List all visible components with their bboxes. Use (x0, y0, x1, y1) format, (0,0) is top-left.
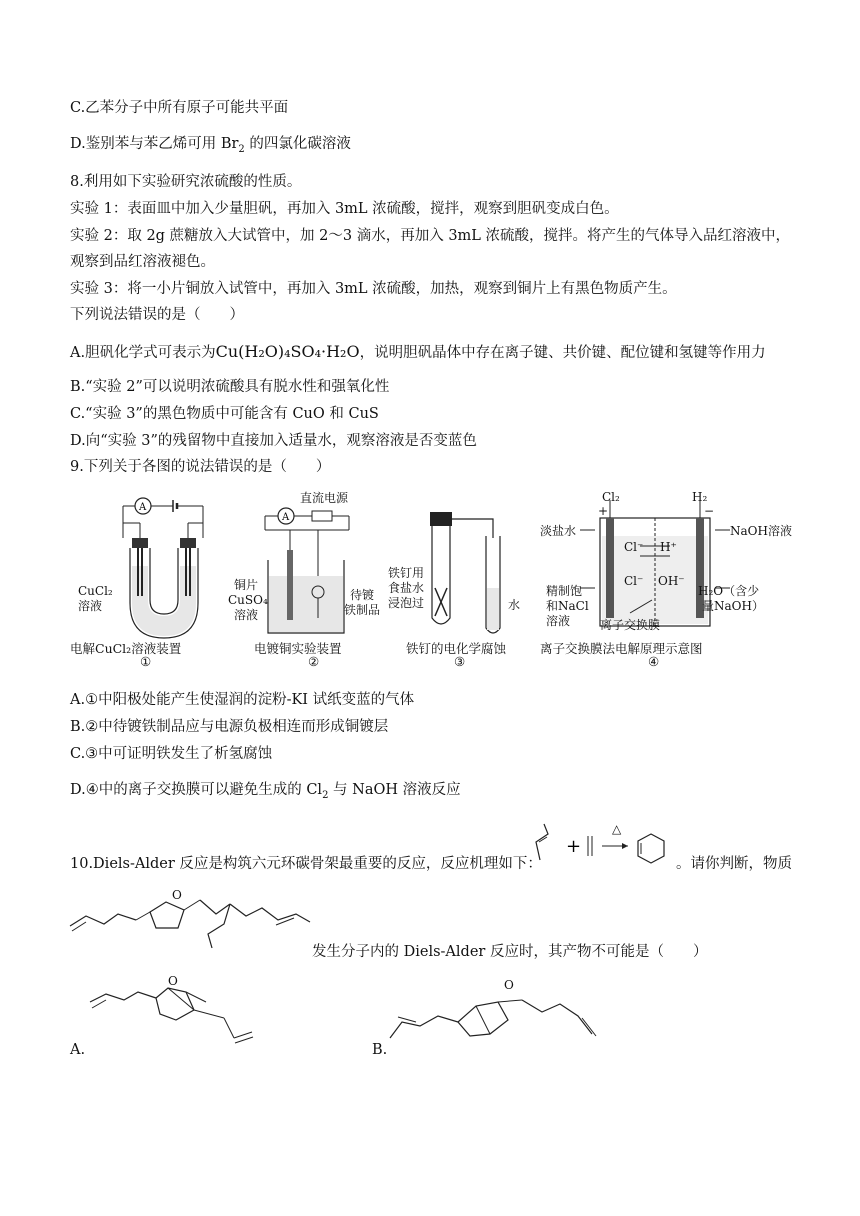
q9-option-d: D.④中的离子交换膜可以避免生成的 $Cl_2$ 与 NaOH 溶液反应 (70, 782, 461, 801)
q10-option-a-label: A. (70, 1042, 86, 1058)
figure-electroplating (228, 488, 392, 669)
label-solution: 溶液 (78, 599, 103, 613)
label-membrane: 离子交换膜 (600, 618, 661, 632)
q9-option-a: A.①中阳极处能产生使湿润的淀粉-KI 试纸变蓝的气体 (70, 692, 415, 708)
svg-text:+: + (566, 836, 582, 857)
q8-exp2a: 实验 2：取 2g 蔗糖放入大试管中，加 2～3 滴水，再加入 3mL 浓硫酸，搅拌。将产生的气体导入品红溶液中， (70, 228, 791, 244)
q8-option-a: A.胆矾化学式可表示为Cu(H₂O)₄SO₄·H₂O，说明胆矾晶体中存在离子键、共价键、配位键和氢键等作用力 (70, 342, 766, 361)
label-dilute-brine: 淡盐水 (540, 524, 577, 538)
label-solution: 溶液 (234, 608, 259, 622)
label-naoh-solution: NaOH溶液 (730, 524, 792, 538)
label-copper-sheet: 铜片 (234, 578, 259, 592)
label-saturated-1: 精制饱 (546, 584, 583, 598)
ion-oh: OH⁻ (658, 574, 685, 588)
figure-ion-exchange (540, 488, 790, 668)
q10-stem: 10.Diels-Alder 反应是构筑六元环碳骨架最重要的反应，反应机理如下： (70, 856, 542, 872)
label-cathode-sign: − (704, 504, 715, 518)
label-to-plate: 待镀 (350, 588, 375, 602)
figure-number-3: ③ (454, 654, 466, 669)
label-cucl2: CuCl₂ (78, 584, 113, 598)
caption-fig2: 电镀铜实验装置 (254, 641, 342, 656)
q9-option-b: B.②中待镀铁制品应与电源负极相连而形成铜镀层 (70, 719, 389, 735)
ion-cl-bottom: Cl⁻ (624, 574, 644, 588)
label-dc-power: 直流电源 (300, 491, 349, 505)
q10-stem-2: 发生分子内的 Diels-Alder 反应时，其产物不可能是（ ） (312, 944, 708, 960)
label-heat: △ (612, 822, 622, 836)
figure-number-4: ④ (648, 654, 660, 669)
q8-exp3: 实验 3：将一小片铜放入试管中，再加入 3mL 浓硫酸，加热，观察到铜片上有黑色物质产生。 (70, 281, 677, 297)
ion-h: H⁺ (660, 540, 677, 554)
svg-text:A: A (282, 512, 290, 523)
caption-fig4: 离子交换膜法电解原理示意图 (540, 641, 703, 656)
label-cuso4: CuSO₄ (228, 593, 268, 607)
q8-stem: 8.利用如下实验研究浓硫酸的性质。 (70, 174, 302, 190)
figure-number-2: ② (308, 654, 320, 669)
q10-option-a-structure (86, 972, 276, 1052)
label-water-2: 量NaOH） (702, 599, 764, 613)
q7-option-c: C.乙苯分子中所有原子可能共平面 (70, 100, 289, 116)
beaker-diagram (232, 488, 392, 648)
u-tube-diagram (78, 488, 238, 648)
q8-option-b: B.“实验 2”可以说明浓硫酸具有脱水性和强氧化性 (70, 379, 390, 395)
q8-option-c: C.“实验 3”的黑色物质中可能含有 CuO 和 CuS (70, 406, 379, 422)
caption-fig1: 电解CuCl₂溶液装置 (70, 641, 182, 656)
atom-oxygen: O (172, 888, 182, 902)
caption-fig3: 铁钉的电化学腐蚀 (406, 641, 507, 656)
label-nail-2: 食盐水 (388, 581, 425, 595)
q8-option-d: D.向“实验 3”的残留物中直接加入适量水，观察溶液是否变蓝色 (70, 433, 477, 449)
label-anode-sign: + (598, 504, 609, 518)
q10-option-b-structure (386, 972, 606, 1052)
q8-exp2b: 观察到品红溶液褪色。 (70, 254, 215, 270)
ion-cl-top: Cl⁻ (624, 540, 644, 554)
q9-stem: 9.下列关于各图的说法错误的是（ ） (70, 459, 331, 475)
label-iron-item: 铁制品 (344, 603, 381, 617)
figure-nail-corrosion (388, 488, 528, 668)
electrolyzer-diagram (540, 488, 790, 648)
figure-electrolysis-cucl2 (70, 488, 238, 669)
label-nail-1: 铁钉用 (388, 566, 425, 580)
q8-question: 下列说法错误的是（ ） (70, 307, 244, 323)
label-saturated-2: 和NaCl (546, 599, 589, 613)
figure-number-1: ① (140, 654, 152, 669)
label-h2: H₂ (692, 490, 708, 504)
q8-exp1: 实验 1：表面皿中加入少量胆矾，再加入 3mL 浓硫酸，搅拌，观察到胆矾变成白色。 (70, 201, 619, 217)
substrate-molecule (66, 876, 316, 956)
svg-text:A: A (139, 502, 147, 513)
label-saturated-3: 溶液 (546, 614, 571, 628)
label-nail-3: 浸泡过 (388, 596, 425, 610)
q7-option-d: D.鉴别苯与苯乙烯可用 $Br_2$ 的四氯化碳溶液 (70, 136, 351, 155)
q10-stem-end: 。请你判断，物质 (676, 856, 792, 872)
label-cl2: Cl₂ (602, 490, 620, 504)
atom-oxygen-a: O (168, 974, 178, 988)
label-water-1: H₂O（含少 (698, 584, 760, 598)
label-water: 水 (508, 598, 521, 612)
q9-option-c: C.③中可证明铁发生了析氢腐蚀 (70, 746, 273, 762)
diels-alder-scheme (526, 820, 676, 880)
atom-oxygen-b: O (504, 978, 514, 992)
q10-option-b-label: B. (372, 1042, 388, 1058)
